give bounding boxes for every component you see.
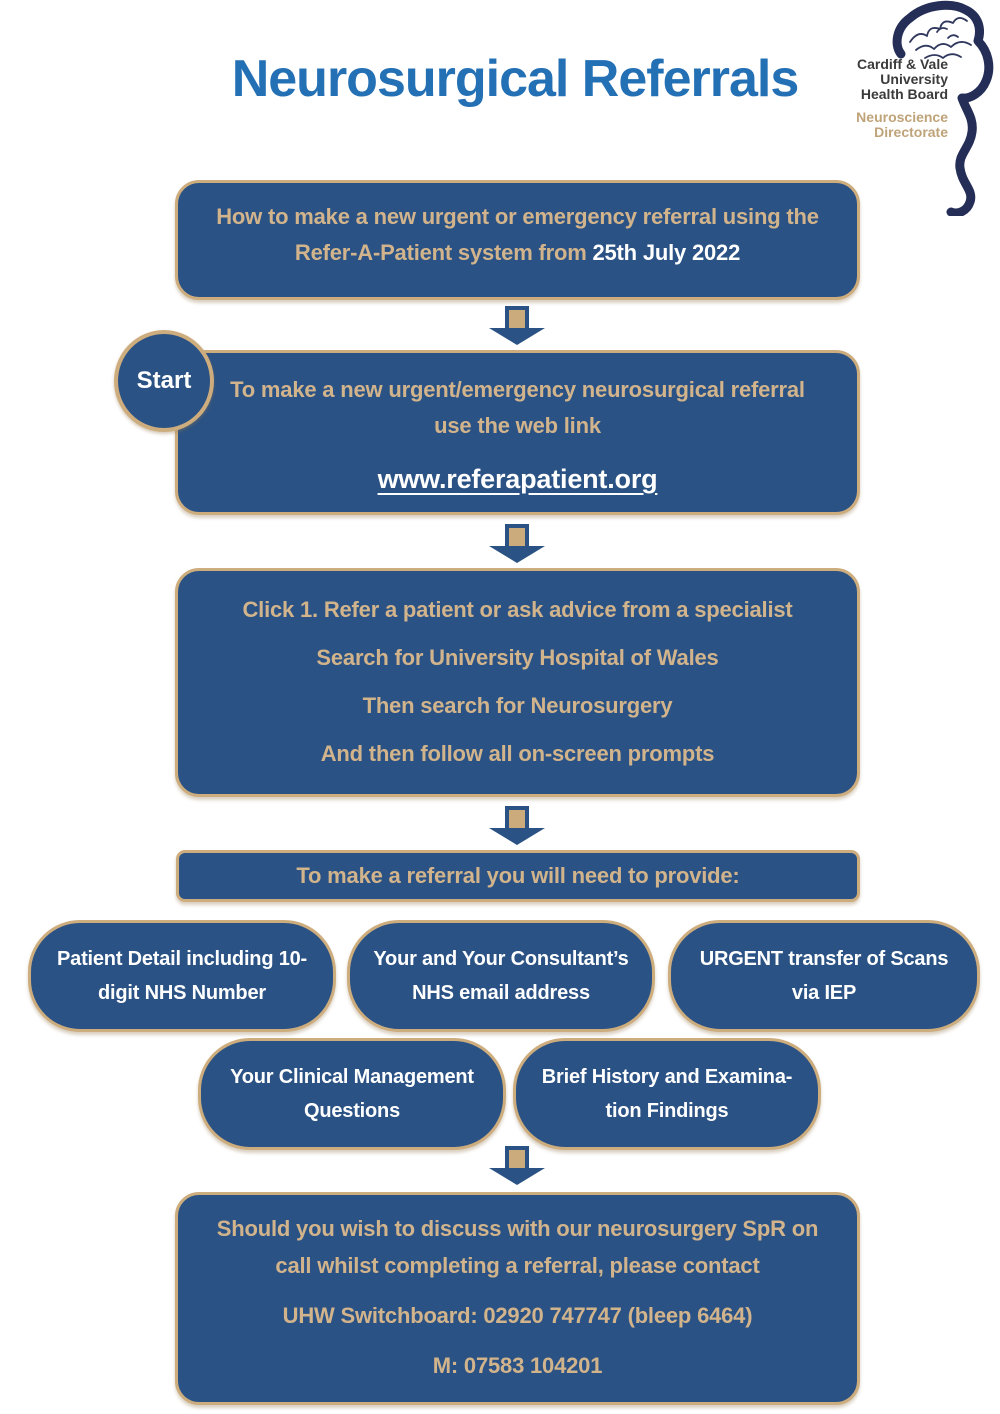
weblink-line-2: use the web link bbox=[434, 413, 601, 438]
requirement-pill-nhs-email bbox=[347, 920, 655, 1032]
provide-bar bbox=[176, 850, 860, 902]
logo-text-block bbox=[828, 57, 948, 140]
requirement-pill-patient-details bbox=[28, 920, 336, 1032]
requirement-pill-clinical-questions bbox=[198, 1038, 506, 1150]
contact-switchboard: UHW Switchboard: 02920 747747 (bleep 6464) bbox=[282, 1303, 753, 1328]
requirement-pill-history-findings bbox=[513, 1038, 821, 1150]
page-title: Neurosurgical Referrals bbox=[231, 50, 799, 108]
weblink-line-1: To make a new urgent/emergency neurosurgical referral bbox=[230, 377, 805, 402]
start-badge-label: Start bbox=[136, 367, 192, 394]
contact-mobile: M: 07583 104201 bbox=[432, 1353, 603, 1378]
intro-line-1: How to make a new urgent or emergency referral using the bbox=[216, 204, 819, 229]
logo-org-name: Health Board bbox=[860, 86, 948, 102]
step-line-4: And then follow all on-screen prompts bbox=[320, 741, 715, 766]
steps-box bbox=[175, 568, 860, 797]
health-board-logo bbox=[830, 0, 1000, 216]
pill-line: Your and Your Consultant’s bbox=[373, 948, 629, 970]
pill-line: via IEP bbox=[791, 982, 857, 1004]
pill-line: Brief History and Examina- bbox=[541, 1066, 793, 1088]
weblink-box bbox=[175, 350, 860, 515]
step-line-1: Click 1. Refer a patient or ask advice from a specialist bbox=[242, 597, 793, 622]
down-arrow-icon bbox=[487, 306, 547, 346]
pill-line: NHS email address bbox=[412, 982, 590, 1004]
logo-org-name: Cardiff & Vale bbox=[856, 56, 948, 72]
requirement-pill-scan-transfer bbox=[668, 920, 980, 1032]
pill-line: tion Findings bbox=[605, 1100, 729, 1122]
step-line-3: Then search for Neurosurgery bbox=[362, 693, 673, 718]
intro-box bbox=[175, 180, 860, 300]
start-badge bbox=[114, 330, 214, 432]
intro-date-highlight: 25th July 2022 bbox=[592, 240, 741, 265]
down-arrow-icon bbox=[487, 1146, 547, 1186]
logo-dept-name: Neuroscience bbox=[856, 109, 948, 125]
contact-line-1: Should you wish to discuss with our neurosurgery SpR on bbox=[216, 1216, 819, 1241]
intro-line-2-text: Refer-A-Patient system from bbox=[294, 240, 593, 265]
contact-box bbox=[175, 1192, 860, 1405]
step-line-2: Search for University Hospital of Wales bbox=[316, 645, 719, 670]
intro-line-2 bbox=[295, 235, 740, 271]
pill-line: Your Clinical Management bbox=[230, 1066, 474, 1088]
referapatient-link[interactable]: www.referapatient.org bbox=[377, 464, 658, 494]
logo-org-name: University bbox=[880, 71, 948, 87]
down-arrow-icon bbox=[487, 524, 547, 564]
pill-line: URGENT transfer of Scans bbox=[699, 948, 949, 970]
down-arrow-icon bbox=[487, 806, 547, 846]
pill-line: Patient Detail including 10- bbox=[57, 948, 307, 970]
provide-bar-label: To make a referral you will need to provide: bbox=[296, 863, 740, 888]
pill-line: Questions bbox=[304, 1100, 400, 1122]
logo-dept-name: Directorate bbox=[874, 124, 948, 140]
pill-line: digit NHS Number bbox=[98, 982, 266, 1004]
contact-line-2: call whilst completing a referral, please contact bbox=[275, 1253, 760, 1278]
